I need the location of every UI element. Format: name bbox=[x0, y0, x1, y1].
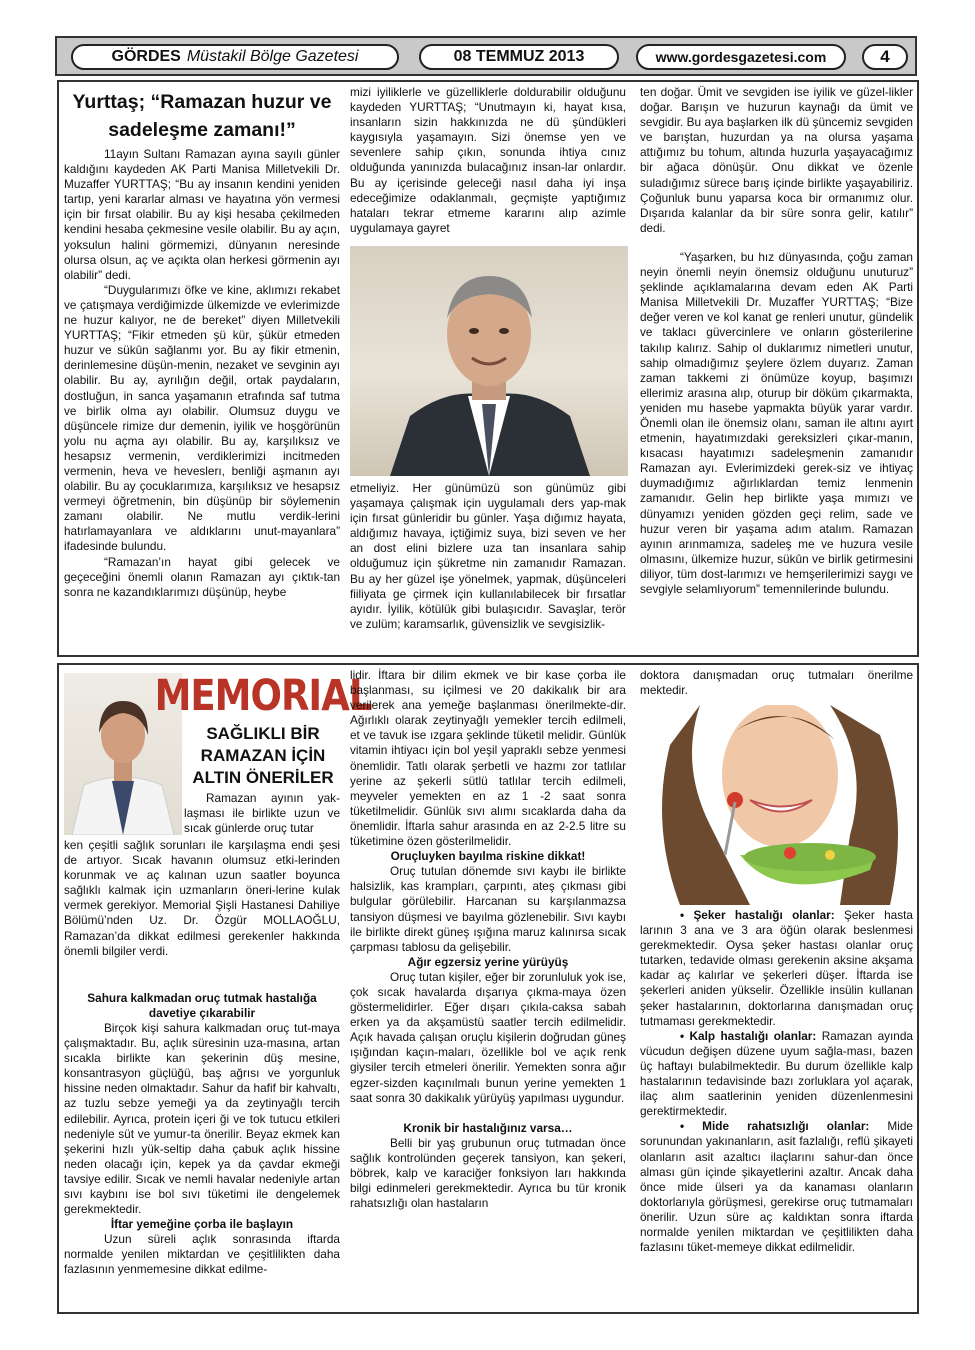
article2-column-2 bbox=[350, 668, 626, 1310]
paragraph: lidir. İftara bir dilim ekmek ve bir kase çorba ile başlanması, su içilmesi ve 20 dakikalık bir ara verilerek ana yemeğe başlanması önerilmekte-dir. Ağırlıklı olarak zeytinyağlı yemekler tercih edilmeli, et ve tavuk ise ızgara şeklinde tüketil melidir. Günlük vitamin ihtiyacı için bol yeşil yapraklı sebze yenmesi önemlidir. Tatlı olarak şerbetli ve hazmı zor tatlılar yerine az şekerli sütlü tatlılar tercih edilmeli, meyveler yemekten en az 1 -2 saat sonra tüketilmelidir. Günlük sıvı alımı sıcaklarda daha da önemlidir. İftarla sahur arasında en az 2-2.5 litre su tüketimine özen gösterilmelidir. bbox=[350, 668, 626, 849]
condition-label: • Kalp hastalığı olanlar: bbox=[680, 1028, 817, 1043]
article1-title-line2: sadeleşme zamanı!” bbox=[108, 119, 296, 141]
paragraph: Şeker hasta larının 3 ana ve 3 ara öğün olarak beslenmesi gerekmektedir. Oysa şeker hastası olanlar oruç tutarken, tedavide olması gerekenin aksine akşama kadar aç kalırlar ve şekerleri düşer. İftarda ise şekerleri aniden yükselir. Özellikle insülin kullanan şeker hastalarının, doktorlarına danışmadan oruç tutmaması gerekmektedir. bbox=[640, 908, 913, 1028]
paragraph: ken çeşitli sağlık sorunları ile karşılaşma endi şesi de artıyor. Sıcak havanın olumsuz etki-lerinden korunmak ve aç kalınan uzun saatler boyunca sağlıklı kalmak için uzmanların öneri-lerine kulak vermek gerekiyor. Memorial Şişli Hastanesi Dahiliye Bölümü’nden Uz. Dr. Özgür MOLLAOĞLU, Ramazan’da dikkat edilmesi gerekenler hakkında önemli bilgiler verdi. bbox=[64, 838, 340, 958]
page-number: 4 bbox=[880, 47, 890, 66]
paragraph: Ramazan ayında vücudun değişen düzene uyum sağla-ması, bazen üç haftayı bulabilmektedir. Bu durum özellikle kalp hastalarının tedavisinde bazı zorluklara yol açarak, ilaç alım saatlerinin yeniden düzenlenmesini gerektirmektedir. bbox=[640, 1028, 913, 1119]
paragraph: Belli bir yaş grubunun oruç tutmadan önce sağlık kontrolünden geçerek tansiyon, kan şekeri, böbrek, kalp ve karaciğer fonksiyon ları hakkında bilgi edinmeleri gerekmektedir. Ayrıca bu tür kronik rahatsızlığı olan hastaların bbox=[350, 1135, 626, 1211]
article2-title-line3: ALTIN ÖNERİLER bbox=[192, 768, 334, 787]
politician-portrait-photo bbox=[350, 246, 628, 476]
paragraph: “Ramazan’ın hayat gibi gelecek ve geçeceğini önemli olanın Ramazan ayı çıktık-tan sonra ne kazandıklarımızı düşünüp, heybe bbox=[64, 554, 340, 599]
memorial-logo bbox=[154, 670, 372, 720]
article1-title-line1: Yurttaş; “Ramazan huzur ve bbox=[72, 91, 332, 113]
article1-title bbox=[64, 88, 340, 144]
subheading: Ağır egzersiz yerine yürüyüş bbox=[407, 954, 569, 969]
subheading: Oruçluyken bayılma riskine dikkat! bbox=[390, 849, 586, 864]
paragraph: mizi iyiliklerle ve güzelliklerle doldurabilir olduğunu kaydeden YURTTAŞ; “Unutmayın ki, hayat kısa, insanların sizin hakkınızda ne dü şündükleri kaygısıyla yaşamayın. Sizi önemse yen ve sevenlere sahip çıkın, sonunda ihtiya cınız olduğunda yanınızda bulacağınız insan-lar onlardır. Bu ay içerisinde geleceği nasıl daha iyi inşa edeceğimize odaklanmalı, geçmişte yaptığımız hataları tekrar etmeme kararını alıp azimle uygulamaya gayret bbox=[350, 85, 626, 235]
paper-name-rest: Müstakil Bölge Gazetesi bbox=[186, 48, 359, 65]
issue-date: 08 TEMMUZ 2013 bbox=[453, 48, 585, 65]
condition-label: • Şeker hastalığı olanlar: bbox=[680, 908, 835, 922]
paragraph: Oruç tutan kişiler, eğer bir zorunluluk yok ise, çok sıcak havalarda dışarıya çıkma-maya özen göstermelidirler. Eğer dışarı çıkıla-caksa sabah erken ya da akşamüstü saatler tercih edilmelidir. Açık havada çalışan oruçlu kişilerin doğrudan güneş ışığından kaçın-maları, özellikle bol ve açık renk giysiler tercih etmeleri önerilir. Yemekten sonra ağır egzer-sizden kaçınılmalı bunun yerine yemekten 1 saat sonra 30 dakikalık yürüyüş yapılması uygundur. bbox=[350, 969, 626, 1105]
paragraph: Mide sorunundan yakınanların, asit fazlalığı, reflü şikayeti olanların asit azaltıcı ilaçlarını sahur-dan önce alması gün içinde şikayetlerini azaltır. Ancak daha önce mide ülseri ya da kanaması olanların doktorlarıyla görüşmesi, gerekirse oruç tutmamaları önerilir. Uzun süre aç kaldıktan sonra iftarda normalde yenilen miktardan ve çeşitlilikten daha fazlasını tüket-memeye dikkat edilmelidir. bbox=[640, 1119, 913, 1255]
salad-illustration bbox=[640, 705, 913, 905]
article2-title-line2: RAMAZAN İÇİN bbox=[200, 746, 326, 765]
paragraph: ten doğar. Ümit ve sevgiden ise iyilik ve güzel-likler doğar. Barışın ve huzurun kaynağı da ümit ve sevgidir. Bu aya başlarken ilk dü şüncemiz sevgiden ve barıştan, huzurdan ya na olursa yaşama attığımız bu tohum, altında huzurla yaşayacağımız bir ağaca dönüşür. Onu dikkat ve özenle suladığımız sürece barış içinde birlikte yaşayabiliriz. Çoğunluk bunu yaparsa koca bir ormanımız olur. Dışarıda kalanlar da bir süre sonra gelir, katılır” dedi. bbox=[640, 85, 913, 235]
subheading: Kronik bir hastalığınız varsa… bbox=[403, 1120, 573, 1135]
paragraph: “Duygularımızı öfke ve kine, aklımızı rekabet ve çatışmaya verdiğimizde ülkemizde ve evlerimizde ne huzur kalıyor, ne de bereket” diyen Milletvekili YURTTAŞ; “Fikir etmeden şü kür, şükür etmeden huzur ve sükûn sağlanmı yor. Bu ay fikir etmenin, derinlemesine düşün-menin, nezaket ve sevginin ayı olabilir. Bu ay, ayrılığın değil, ortak paydaların, dostluğun, in sanca yaşamanın etrafında saf tutma ve birlik olma ayı olabilir. Olumsuz duygu ve düşüncele rimize dur demenin, iyilik ve hoşgörünün yolu nu açma ayı olabilir. Bu ay, karşılıksız ve hesapsız vermenin, verdiklerimizi incitmeden vermenin, heva ve heveslerı, benliği aşmanın ayı olabilir. Bu ay çocuklarımıza, karşılıksız ve hesapsız vermeyi öğretmenin, bin düşünüp bir söylemenin zamanı olabilir. Ne mutlu verdik-lerini hatırlamayanlara ve aldıklarını unut-mayanlara” ifadesinde bulundu. bbox=[64, 282, 340, 554]
website-url[interactable]: www.gordesgazetesi.com bbox=[655, 49, 827, 65]
date-pill bbox=[419, 44, 619, 70]
article1-column-1 bbox=[64, 147, 340, 655]
subheading: İftar yemeğine çorba ile başlayın bbox=[110, 1217, 294, 1232]
paragraph: etmeliyiz. Her günümüzü son günümüz gibi yaşamaya çalışmak için uygulamalı ders yap-mak için fırsat günleridir bu günler. Yaşa dığımız hayata, aldığımız havaya, içtiğimiz suya, bizi seven ve her an dost elini bizlere uza tan insanlara sahip olduğumuz için şükretme nin zamanıdır Ramazan. Bu ay her güzel işe yönelmek, yapmak, düşünceleri fiiliyata ge çirmek için kullanılabilecek bir fırsatlar ayıdır. İyilik, kötülük gibi bulaşıcıdır. Savaşlar, terör ve zulüm; karamsarlık, güvensizlik ve sevgisizlik- bbox=[350, 481, 626, 631]
paper-name-pill bbox=[71, 44, 399, 70]
woman-eating-salad-photo bbox=[640, 705, 913, 905]
website-pill bbox=[636, 44, 846, 70]
article1-column-2-top bbox=[350, 85, 626, 243]
subheading: Sahura kalkmadan oruç tutmak hastalığa davetiye çıkarabilir bbox=[87, 990, 317, 1020]
paragraph: Oruç tutulan dönemde sıvı kaybı ile birlikte halsizlik, kas krampları, çarpıntı, ateş çıkması gibi bulgular görülebilir. Harcanan su karşılanmazsa tansiyon düşmesi ve bayılma gözlenebilir. Sıvı kaybı ile birlikte direkt güneş ışığına maruz kalınırsa sıcak çarpması tablosu da gelişebilir. bbox=[350, 864, 626, 954]
article2-column-1 bbox=[64, 838, 340, 1310]
paper-name-bold: GÖRDES bbox=[111, 48, 181, 65]
condition-label: • Mide rahatsızlığı olanlar: bbox=[680, 1119, 870, 1134]
paragraph: Birçok kişi sahura kalkmadan oruç tut-maya çalışmaktadır. Bu, açlık süresinin uza-masına, artan sıcakla birlikte kan şekerinin düş mesine, konsantrasyon güçlüğü, baş ağrısı ve yorgunluk hissine neden olmaktadır. Sahur da hafif bir kahvaltı, az tuzlu sebze yemeği ya da zeytinyağlı tercih edilebilir. Ayrıca, protein içeri ği ve tok tutucu etkileri nedeniyle süt ve yumur-ta önerilir. Beyaz ekmek kan şekerini hızlı yük-seltip daha çabuk açlık hissine neden olacağı için, kepek ya da çavdar ekmeği tavsiye edilir. Sıcak ve nemli havalar nedeniyle artan sıvı kaybını ise bol sıvı tüketimi ile dengelemek gerekmektedir. bbox=[64, 1020, 340, 1217]
article2-column-3-top bbox=[640, 668, 913, 700]
memorial-brand-text: MEMORIAL bbox=[154, 670, 372, 720]
article1-column-2-bottom bbox=[350, 481, 626, 655]
paragraph: doktora danışmadan oruç tutmaları önerilme mektedir. bbox=[640, 668, 913, 698]
article1-column-3 bbox=[640, 85, 913, 657]
paragraph: 11ayın Sultanı Ramazan ayına sayılı günler kaldığını kaydeden AK Parti Manisa Milletvekili Dr. Muzaffer YURTTAŞ; “Bu ay insanın kendini yeniden tartıp, yeni kararlar alması ve hayatına yön vermesi için bir fırsat olabilir. Bu ay kişi hesaba çekilmeden kendini hesaba çekmesine vesile olabilir. Bu ay açın, yoksulun halini görmemizi, dünyanın neresinde olursa olsun, aç ve açıkta olan herkesi görmenin ayı olabilir” dedi. bbox=[64, 147, 340, 282]
paragraph: “Yaşarken, bu hız dünyasında, çoğu zaman neyin önemli neyin önemsiz olduğunu unuturuz” şeklinde açıklamalarına devam eden AK Parti Manisa Milletvekili Dr. Muzaffer YURTTAŞ; “Bize değer veren ve kol kanat ge renleri unutur, gündelik ve taklacı güvercinlere ve onların gösterilerine takılıp kalırız. Sahip ol duklarımız nimetleri unutur, sahip olmadığımız şeylere özlem duyarız. Zaman zaman takkemi zi önümüze koyup, başımızı ellerimiz arasına alıp, oturup bir döküm çıkarmakta, yeniden mu hasebe yapmakta büyük yarar vardır. Önemli olan ile önemsiz olanı, saman ile altını ayırt etmenin, hayatımızdaki gereksizleri çıkar-manın, kısacası hayatımızı sadeleşmenin zamanıdır Ramazan ayı. Evlerimizdeki gerek-siz ve ihtiyaç duymadığımız ağırlıklardan temiz lenmenin zamanıdır. Gelin hep birlikte yaşa mımızı ve dünyamızı yeniden gözden geçi relim, sade ve huzur veren bir yaşama adım atalım. Ramazan ayının arınmamıza, sadeleş me ve huzura vesile olmasını, ülkemize huzur, sükûn ve birlik getirmesini diliyor, tüm dost-larımızı ve hemşerilerimizi saygı ve sevgiyle selamlıyorum” temennilerinde bulundu. bbox=[640, 249, 913, 596]
portrait-illustration bbox=[350, 246, 628, 476]
article2-title bbox=[183, 723, 343, 789]
article2-intro-narrow bbox=[184, 791, 340, 839]
page-number-pill bbox=[862, 44, 908, 70]
article2-column-3 bbox=[640, 908, 913, 1310]
article2-title-line1: SAĞLIKLI BİR bbox=[206, 724, 320, 743]
paragraph: Uzun süreli açlık sonrasında iftarda normalde yenilen miktardan ve çeşitlilikten daha fazlasının yenmemesine dikkat edilme- bbox=[64, 1232, 340, 1277]
paragraph: Ramazan ayının yak-laşması ile birlikte uzun ve sıcak günlerde oruç tutar bbox=[184, 791, 340, 836]
